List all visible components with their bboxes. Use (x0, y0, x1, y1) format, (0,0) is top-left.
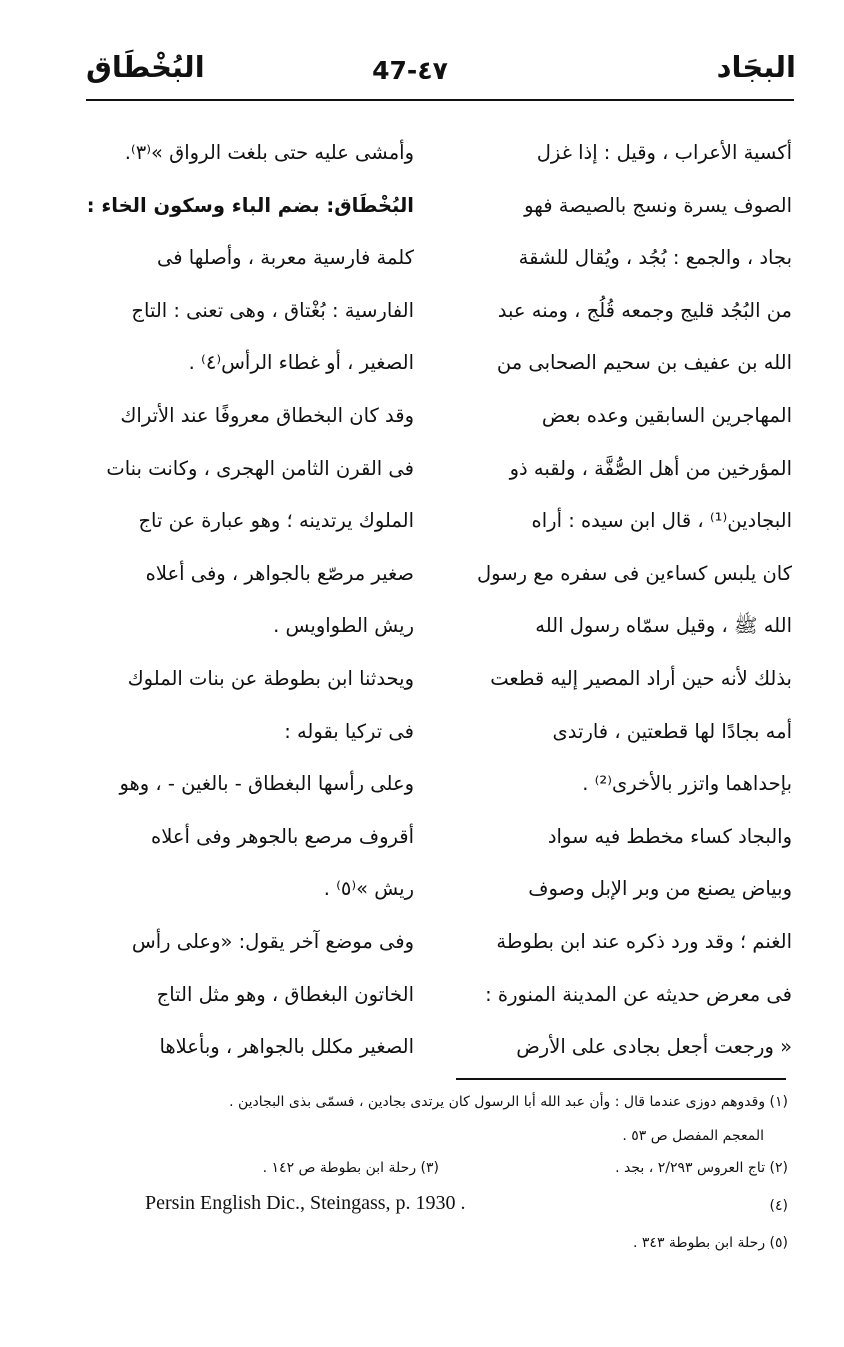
text-line: وفى موضع آخر يقول: «وعلى رأس (131, 929, 414, 953)
text-line: من البُجُد قليج وجمعه قُلُج ، ومنه عبد (497, 298, 792, 322)
text-line: أمه بجادًا لها قطعتين ، فارتدى (552, 719, 792, 743)
text-line: صغير مرصّع بالجواهر ، وفى أعلاه (145, 561, 414, 585)
text-line: المهاجرين السابقين وعده بعض (541, 403, 792, 427)
text-line: فى القرن الثامن الهجرى ، وكانت بنات (106, 456, 414, 480)
text-line: أكسية الأعراب ، وقيل : إذا غزل (536, 141, 792, 164)
text-line: بجاد ، والجمع : بُجُد ، ويُقال للشقة (518, 246, 792, 270)
header-entry-left: البُخْطَاق (86, 50, 205, 84)
text-line: الفارسية : بُغْتاق ، وهى تعنى : التاج (131, 298, 414, 322)
text-line: الصغير ، أو غطاء الرأس⁽٤⁾ . (188, 351, 414, 375)
footnote-4-english-reference: Persin English Dic., Steingass, p. 1930 . (145, 1192, 466, 1214)
text-line: كلمة فارسية معربة ، وأصلها فى (157, 246, 414, 270)
text-line: وأمشى عليه حتى بلغت الرواق »⁽٣⁾. (124, 141, 414, 164)
text-line: فى تركيا بقوله : (284, 719, 414, 743)
entry-heading-line: البُخْطَاق: بضم الباء وسكون الخاء : (86, 193, 414, 217)
text-line: فى معرض حديثه عن المدينة المنورة : (485, 982, 792, 1006)
text-line: وبياض يصنع من وبر الإبل وصوف (528, 877, 792, 901)
footnote-1: (١) وقدوهم دوزى عندما قال : وأن عبد الله أبا الرسول كان يرتدى بجادين ، فسمّى بذى البجادين . (229, 1094, 788, 1110)
text-line: بإحداهما واتزر بالأخرى⁽²⁾ . (582, 772, 792, 796)
text-line: بذلك لأنه حين أراد المصير إليه قطعت (490, 666, 792, 690)
text-line: الملوك يرتدينه ؛ وهو عبارة عن تاج (138, 509, 414, 533)
text-line: الغنم ؛ وقد ورد ذكره عند ابن بطوطة (496, 929, 792, 953)
footnote-3: (٣) رحلة ابن بطوطة ص ١٤٢ . (262, 1160, 439, 1176)
footnote-1-continuation: المعجم المفصل ص ٥٣ . (622, 1128, 764, 1144)
text-line: أقروف مرصع بالجوهر وفى أعلاه (151, 824, 414, 848)
text-line: ويحدثنا ابن بطوطة عن بنات الملوك (127, 666, 414, 690)
text-line: الخاتون البغطاق ، وهو مثل التاج (156, 982, 414, 1006)
left-column (82, 127, 414, 1074)
text-line: والبجاد كساء مخطط فيه سواد (547, 824, 792, 848)
page-number: 47-٤٧ (372, 56, 448, 85)
footnote-5: (٥) رحلة ابن بطوطة ٣٤٣ . (633, 1235, 788, 1251)
text-line: الله بن عفيف بن سحيم الصحابى من (496, 351, 792, 375)
header-rule (86, 99, 794, 101)
text-line: « ورجعت أجعل بجادى على الأرض (516, 1035, 792, 1059)
text-line: وقد كان البخطاق معروفًا عند الأتراك (120, 403, 414, 427)
footnote-rule (456, 1078, 786, 1080)
header-entry-right: البجَاد (716, 50, 796, 84)
text-line: الصوف يسرة ونسج بالصيصة فهو (524, 193, 792, 217)
right-column (450, 127, 792, 1074)
text-line: المؤرخين من أهل الصُّفَّة ، ولقبه ذو (509, 456, 792, 480)
text-line: ريش الطواويس . (273, 614, 414, 638)
text-line: الله ﷺ ، وقيل سمّاه رسول الله (535, 614, 792, 638)
text-line: الصغير مكلل بالجواهر ، وبأعلاها (159, 1035, 414, 1059)
text-line: كان يلبس كساءين فى سفره مع رسول (477, 561, 792, 585)
text-line: البجادين⁽¹⁾ ، قال ابن سيده : أراه (531, 509, 792, 533)
footnote-2: (٢) تاج العروس ٢/٢٩٣ ، بجد . (615, 1160, 788, 1176)
text-line: وعلى رأسها البغطاق - بالغين - ، وهو (119, 772, 414, 796)
footnote-4-marker: (٤) (769, 1198, 788, 1214)
text-line: ريش »⁽٥⁾ . (323, 877, 414, 901)
